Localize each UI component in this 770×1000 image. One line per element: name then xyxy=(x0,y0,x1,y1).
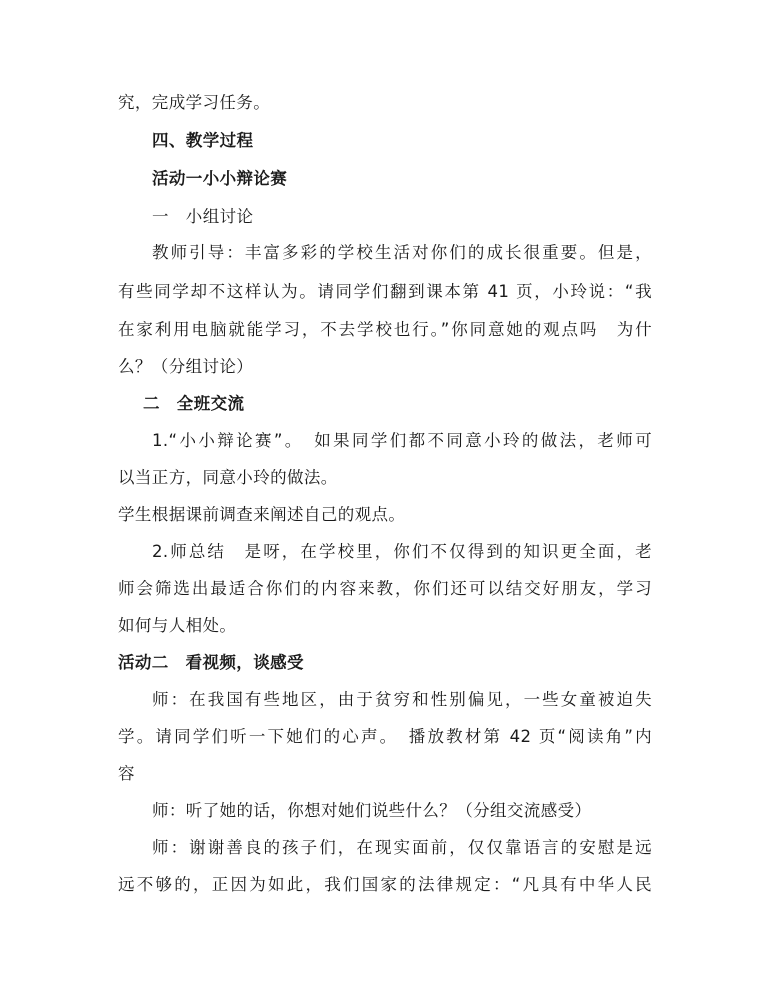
text-line: 2.师总结 是呀，在学校里，你们不仅得到的知识更全面，老 xyxy=(152,542,652,561)
text-line: 师会筛选出最适合你们的内容来教，你们还可以结交好朋友，学习 xyxy=(118,579,652,598)
sub-heading: 一 小组讨论 xyxy=(152,207,254,226)
section-heading: 四、教学过程 xyxy=(152,131,254,150)
text-line: 教师引导：丰富多彩的学校生活对你们的成长很重要。但是， xyxy=(152,243,652,262)
text-line: 容 xyxy=(118,764,135,783)
activity-heading: 活动一小小辩论赛 xyxy=(152,169,288,188)
sub-heading: 二 全班交流 xyxy=(143,394,245,413)
activity-heading: 活动二 看视频，谈感受 xyxy=(118,653,304,672)
text-line: 师：听了她的话，你想对她们说些什么？（分组交流感受） xyxy=(152,801,592,820)
text-line: 远不够的，正因为如此，我们国家的法律规定：“凡具有中华人民 xyxy=(118,875,652,894)
text-line: 以当正方，同意小玲的做法。 xyxy=(118,468,338,487)
text-line: 学。请同学们听一下她们的心声。 播放教材第 42 页“阅读角”内 xyxy=(118,727,652,746)
text-line: 究，完成学习任务。 xyxy=(118,93,271,112)
text-line: 如何与人相处。 xyxy=(118,616,237,635)
text-line: 1.“小小辩论赛”。 如果同学们都不同意小玲的做法，老师可 xyxy=(152,431,652,450)
text-line: 么？（分组讨论） xyxy=(118,357,254,376)
text-line: 师：谢谢善良的孩子们，在现实面前，仅仅靠语言的安慰是远 xyxy=(152,838,652,857)
text-line: 在家利用电脑就能学习，不去学校也行。”你同意她的观点吗 为什 xyxy=(118,320,652,339)
text-line: 师：在我国有些地区，由于贫穷和性别偏见，一些女童被迫失 xyxy=(152,690,652,709)
text-line: 有些同学却不这样认为。请同学们翻到课本第 41 页，小玲说：“我 xyxy=(118,282,652,301)
text-line: 学生根据课前调查来阐述自己的观点。 xyxy=(118,505,406,524)
